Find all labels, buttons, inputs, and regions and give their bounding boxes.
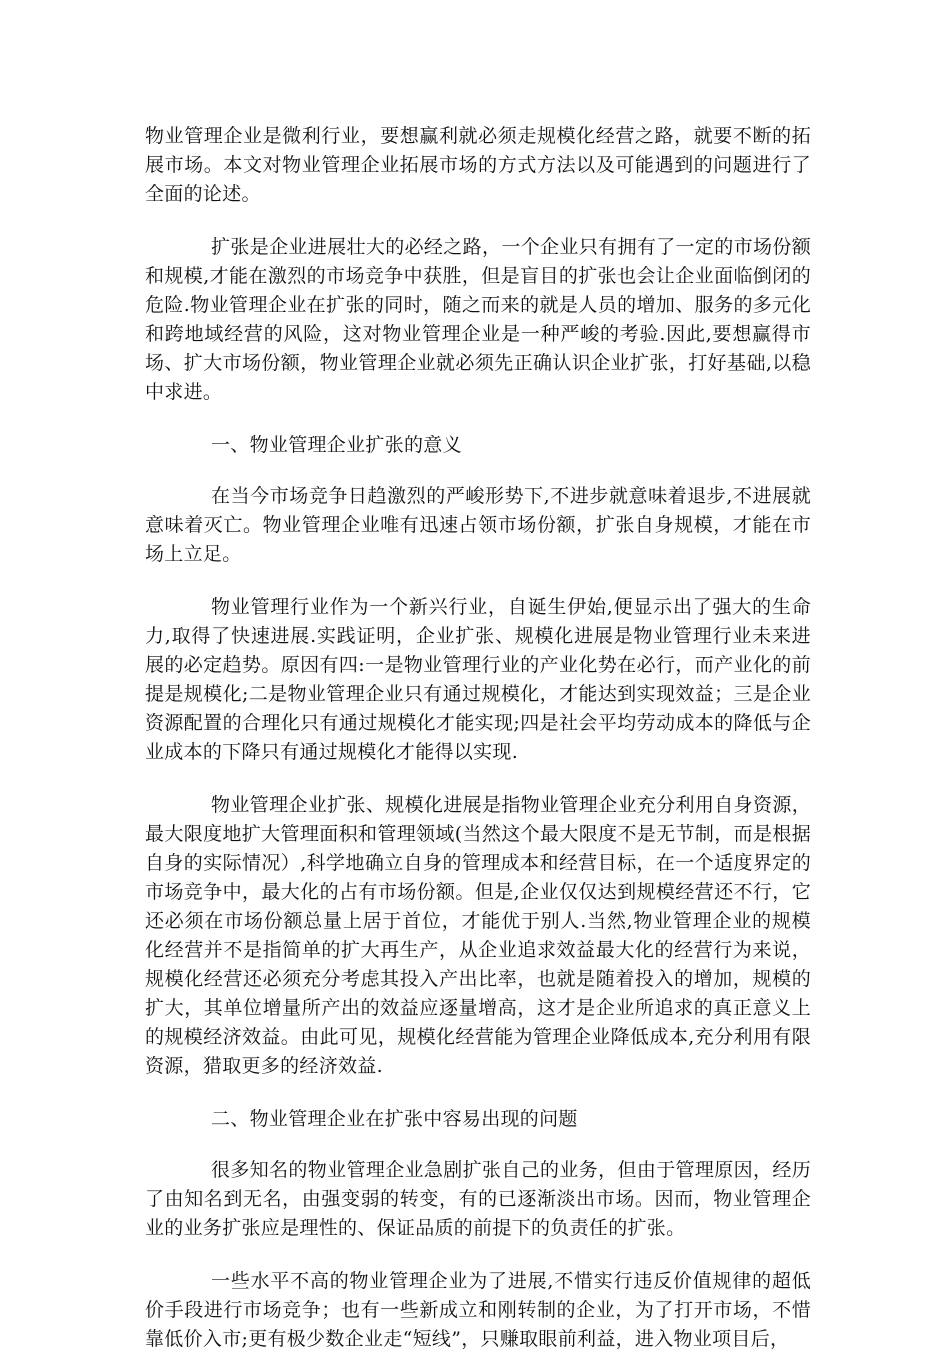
section-1-paragraph-2: 物业管理行业作为一个新兴行业，自诞生伊始,便显示出了强大的生命力,取得了快速进展.实践证明，企业扩张、规模化进展是物业管理行业未来进展的必定趋势。原因有四:一是物业管理行业的产业化势在必行，而产业化的前提是规模化;二是物业管理企业只有通过规模化，才能达到实现效益；三是企业资源配置的合理化只有通过规模化才能实现;四是社会平均劳动成本的降低与企业成本的下降只有通过规模化才能得以实现. — [145, 596, 811, 763]
section-2-paragraph-2: 一些水平不高的物业管理企业为了进展,不惜实行违反价值规律的超低价手段进行市场竞争；也有一些新成立和刚转制的企业，为了打开市场，不惜靠低价入市;更有极少数企业走“短线”，只赚取眼前利益，进入物业项目后， — [145, 1270, 811, 1350]
section-1-paragraph-1: 在当今市场竞争日趋激烈的严峻形势下,不进步就意味着退步,不进展就意味着灭亡。物业管理企业唯有迅速占领市场份额，扩张自身规模，才能在市场上立足。 — [145, 485, 811, 565]
intro-paragraph: 扩张是企业进展壮大的必经之路，一个企业只有拥有了一定的市场份额和规模,才能在激烈的市场竞争中获胜，但是盲目的扩张也会让企业面临倒闭的危险.物业管理企业在扩张的同时，随之而来的就是人员的增加、服务的多元化和跨地域经营的风险，这对物业管理企业是一种严峻的考验.因此,要想赢得市场、扩大市场份额，物业管理企业就必须先正确认识企业扩张，打好基础,以稳中求进。 — [145, 236, 811, 403]
section-1-heading: 一、物业管理企业扩张的意义 — [211, 434, 462, 456]
section-2-heading: 二、物业管理企业在扩张中容易出现的问题 — [211, 1108, 578, 1130]
section-1-paragraph-3: 物业管理企业扩张、规模化进展是指物业管理企业充分利用自身资源，最大限度地扩大管理面积和管理领域(当然这个最大限度不是无节制，而是根据自身的实际情况）,科学地确立自身的管理成本和经营目标，在一个适度界定的市场竞争中，最大化的占有市场份额。但是,企业仅仅达到规模经营还不行，它还必须在市场份额总量上居于首位，才能优于别人.当然,物业管理企业的规模化经营并不是指简单的扩大再生产，从企业追求效益最大化的经营行为来说，规模化经营还必须充分考虑其投入产出比率，也就是随着投入的增加，规模的扩大，其单位增量所产出的效益应逐量增高，这才是企业所追求的真正意义上的规模经济效益。由此可见，规模化经营能为管理企业降低成本,充分利用有限资源，猎取更多的经济效益. — [145, 794, 811, 1077]
document-page — [145, 122, 811, 1354]
abstract-paragraph: 物业管理企业是微利行业，要想赢利就必须走规模化经营之路，就要不断的拓展市场。本文对物业管理企业拓展市场的方式方法以及可能遇到的问题进行了全面的论述。 — [145, 125, 811, 205]
section-2-paragraph-1: 很多知名的物业管理企业急剧扩张自己的业务，但由于管理原因，经历了由知名到无名，由强变弱的转变，有的已逐渐淡出市场。因而，物业管理企业的业务扩张应是理性的、保证品质的前提下的负责任的扩张。 — [145, 1159, 811, 1239]
